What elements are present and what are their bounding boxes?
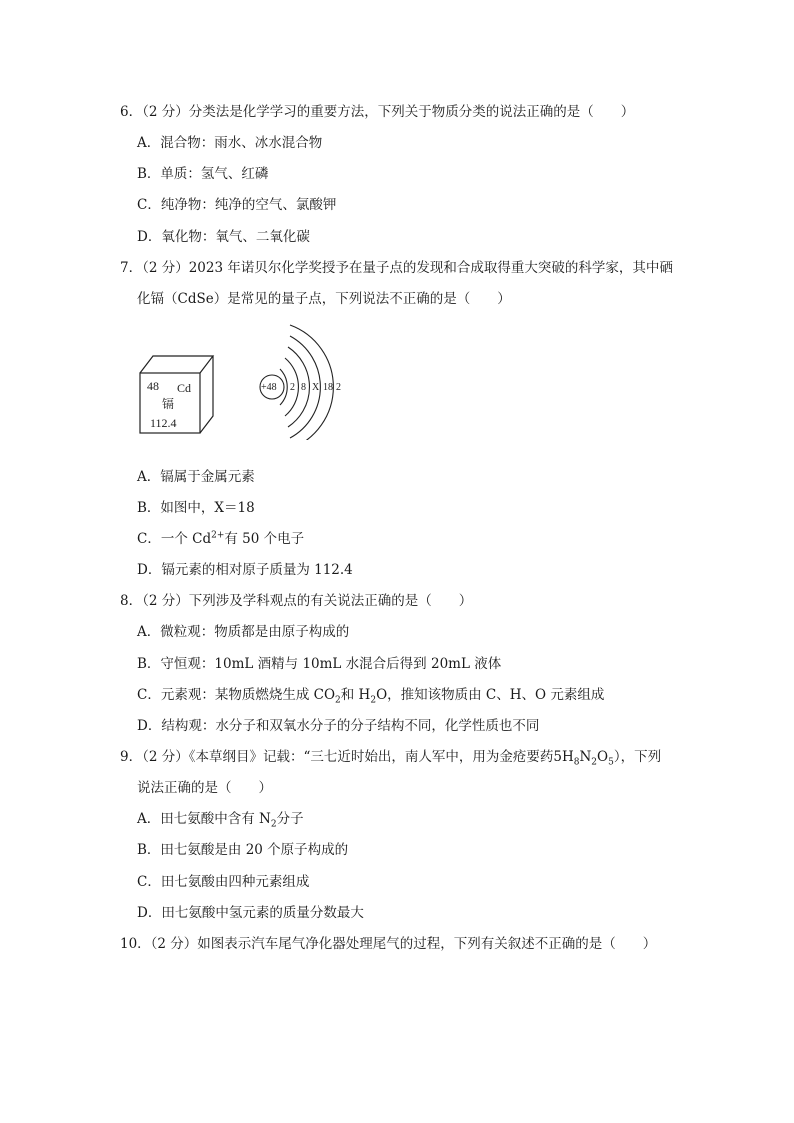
q7-option-b: B．如图中，X＝18 [137, 500, 255, 516]
q8-stem: 8．（2 分）下列涉及学科观点的有关说法正确的是（ ） [120, 593, 473, 609]
q10-stem: 10．（2 分）如图表示汽车尾气净化器处理尾气的过程，下列有关叙述不正确的是（ ） [120, 936, 657, 952]
q8-option-b: B．守恒观：10mL 酒精与 10mL 水混合后得到 20mL 液体 [137, 656, 502, 672]
cadmium-figure [135, 320, 365, 440]
q8-option-a: A．微粒观：物质都是由原子构成的 [137, 624, 350, 640]
q7-option-c: C．一个 $Cd^{2+}$有 50 个电子 [137, 530, 305, 547]
q6-option-a: A．混合物：雨水、冰水混合物 [137, 135, 323, 151]
shell-4-electrons: 18 [323, 382, 333, 393]
q8-option-c: C．元素观：某物质燃烧生成 $CO_2$和 $H_2O$，推知该物质由 C、H、O 元素组成 [137, 687, 605, 706]
q9-option-a: A．田七氨酸中含有 $N_2$分子 [137, 811, 304, 830]
q9-option-b: B．田七氨酸是由 20 个原子构成的 [137, 842, 349, 858]
q9-option-d: D．田七氨酸中氢元素的质量分数最大 [137, 905, 364, 921]
element-symbol: Cd [177, 381, 192, 395]
q7-stem-line1: 7．（2 分）2023 年诺贝尔化学奖授予在量子点的发现和合成取得重大突破的科学家，其中硒 [120, 260, 673, 276]
q9-stem-line1: 9．（2 分）《本草纲目》记载：“三七近时始出，南人军中，用为金疮要药$5H_8N_2O_5$），下列 [120, 749, 662, 768]
q9-option-c: C．田七氨酸由四种元素组成 [137, 874, 310, 890]
q6-option-d: D．氧化物：氧气、二氧化碳 [137, 229, 310, 245]
q6-stem: 6．（2 分）分类法是化学学习的重要方法，下列关于物质分类的说法正确的是（ ） [120, 104, 635, 120]
element-name: 镉 [162, 397, 175, 411]
q6-option-b: B．单质：氢气、红磷 [137, 166, 269, 182]
q7-option-a: A．镉属于金属元素 [137, 469, 255, 485]
atomic-mass: 112.4 [150, 416, 177, 430]
shell-2-electrons: 8 [301, 382, 306, 393]
q7-option-d: D．镉元素的相对原子质量为 112.4 [137, 562, 353, 578]
q9-stem-line2: 说法正确的是（ ） [137, 780, 272, 796]
q7-stem-line2: 化镉（CdSe）是常见的量子点，下列说法不正确的是（ ） [137, 291, 511, 307]
shell-1-electrons: 2 [290, 382, 295, 393]
shell-3-electrons: X [312, 382, 320, 393]
q8-option-d: D．结构观：水分子和双氧水分子的分子结构不同，化学性质也不同 [137, 718, 540, 734]
nucleus-charge: +48 [261, 382, 277, 393]
shell-5-electrons: 2 [336, 382, 341, 393]
q6-option-c: C．纯净物：纯净的空气、氯酸钾 [137, 197, 337, 213]
atomic-number: 48 [147, 379, 159, 393]
